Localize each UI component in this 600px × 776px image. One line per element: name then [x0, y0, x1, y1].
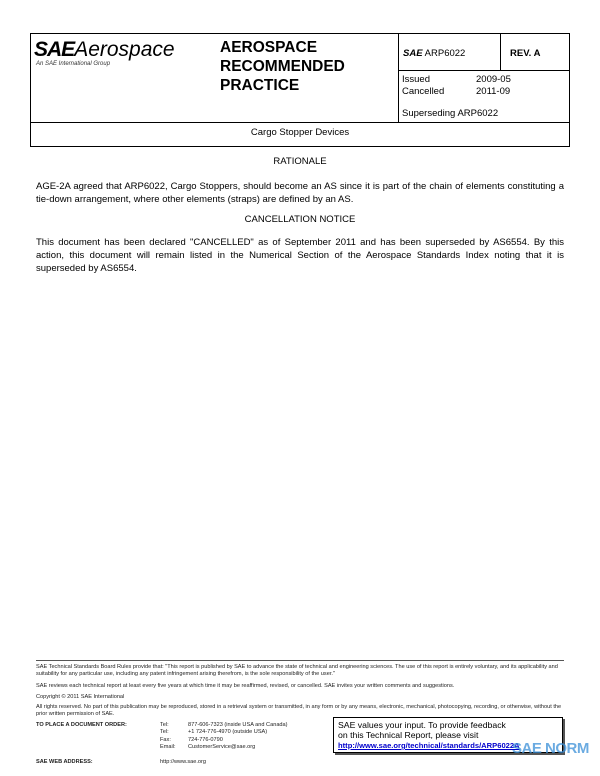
- order-label: TO PLACE A DOCUMENT ORDER:: [36, 722, 127, 728]
- divider: [500, 33, 501, 70]
- footer-rules: SAE Technical Standards Board Rules provide that: "This report is published by SAE to advance the state of technical and engineering sciences. The use of this report is entirely voluntary, and its applicability and suitability for any particular use, including any patent infringement arising therefrom, is the sole responsibility of the user.": [36, 664, 558, 678]
- doc-type: [220, 38, 345, 95]
- cancellation-text: This document has been declared "CANCELLED" as of September 2011 and has been superseded by AS6554. By this action, this document will remain listed in the Numerical Section of the Aerospace Standards Index noting that it is superseded by AS6554.: [36, 237, 564, 274]
- contact-value: 877-606-7323 (inside USA and Canada): [188, 722, 288, 728]
- contact-list: [160, 722, 330, 751]
- contact-row: [160, 744, 330, 751]
- footer-copyright: Copyright © 2011 SAE International: [36, 694, 125, 700]
- cancelled-label: Cancelled: [402, 86, 445, 97]
- cancelled-date: 2011-09: [476, 86, 511, 97]
- divider: [398, 33, 399, 122]
- doc-number: [403, 48, 465, 59]
- feedback-link[interactable]: http://www.sae.org/technical/standards/ARP6022A: [338, 741, 520, 750]
- cancellation-heading: CANCELLATION NOTICE: [244, 214, 356, 225]
- web-label: SAE WEB ADDRESS:: [36, 759, 93, 765]
- contact-value: +1 724-776-4970 (outside USA): [188, 729, 268, 736]
- footer-divider: [36, 660, 564, 661]
- footer-review: SAE reviews each technical report at least every five years at which time it may be reaffirmed, revised, or cancelled. SAE invites your written comments and suggestions.: [36, 683, 455, 689]
- web-value[interactable]: http://www.sae.org: [160, 759, 207, 765]
- doc-type-line: AEROSPACE: [220, 39, 318, 56]
- divider: [398, 70, 570, 71]
- contact-row: [160, 737, 330, 744]
- watermark: SAE NORM: [512, 740, 589, 757]
- rationale-text: AGE-2A agreed that ARP6022, Cargo Stoppers, should become an AS since it is part of the chain of elements constituting a tie-down arrangement, where other elements (straps) are defined by an AS.: [36, 181, 564, 205]
- logo-tagline: An SAE International Group: [36, 61, 111, 67]
- revision: REV. A: [510, 48, 541, 59]
- doc-type-line: RECOMMENDED: [220, 58, 345, 75]
- contact-value: CustomerService@sae.org: [188, 743, 256, 750]
- doc-title: Cargo Stopper Devices: [250, 127, 350, 138]
- contact-label: Fax:: [160, 736, 171, 743]
- contact-row: [160, 722, 330, 729]
- contact-label: Tel:: [160, 722, 169, 728]
- contact-row: [160, 729, 330, 736]
- feedback-text: SAE values your input. To provide feedback: [338, 720, 506, 730]
- doc-type-line: PRACTICE: [220, 77, 300, 94]
- issued-label: Issued: [402, 74, 430, 85]
- footer-rights: All rights reserved. No part of this publication may be reproduced, stored in a retrieval system or transmitted, in any form or by any means, electronic, mechanical, photocopying, recording, or otherwise, without the prior written permission of SAE.: [36, 704, 562, 718]
- contact-label: Email:: [160, 743, 176, 750]
- superseding: Superseding ARP6022: [402, 108, 499, 119]
- doc-number-text: ARP6022: [424, 48, 466, 59]
- feedback-text: on this Technical Report, please visit: [338, 730, 479, 740]
- sae-aerospace-logo: [34, 38, 175, 62]
- contact-value: 724-776-0790: [188, 736, 223, 743]
- logo-name: Aerospace: [74, 38, 175, 61]
- rationale-heading: RATIONALE: [273, 156, 327, 167]
- sae-mark: SAE: [403, 48, 423, 59]
- issued-date: 2009-05: [476, 74, 511, 85]
- logo-brand: SAE: [34, 38, 75, 61]
- contact-label: Tel:: [160, 729, 169, 736]
- divider: [30, 122, 570, 123]
